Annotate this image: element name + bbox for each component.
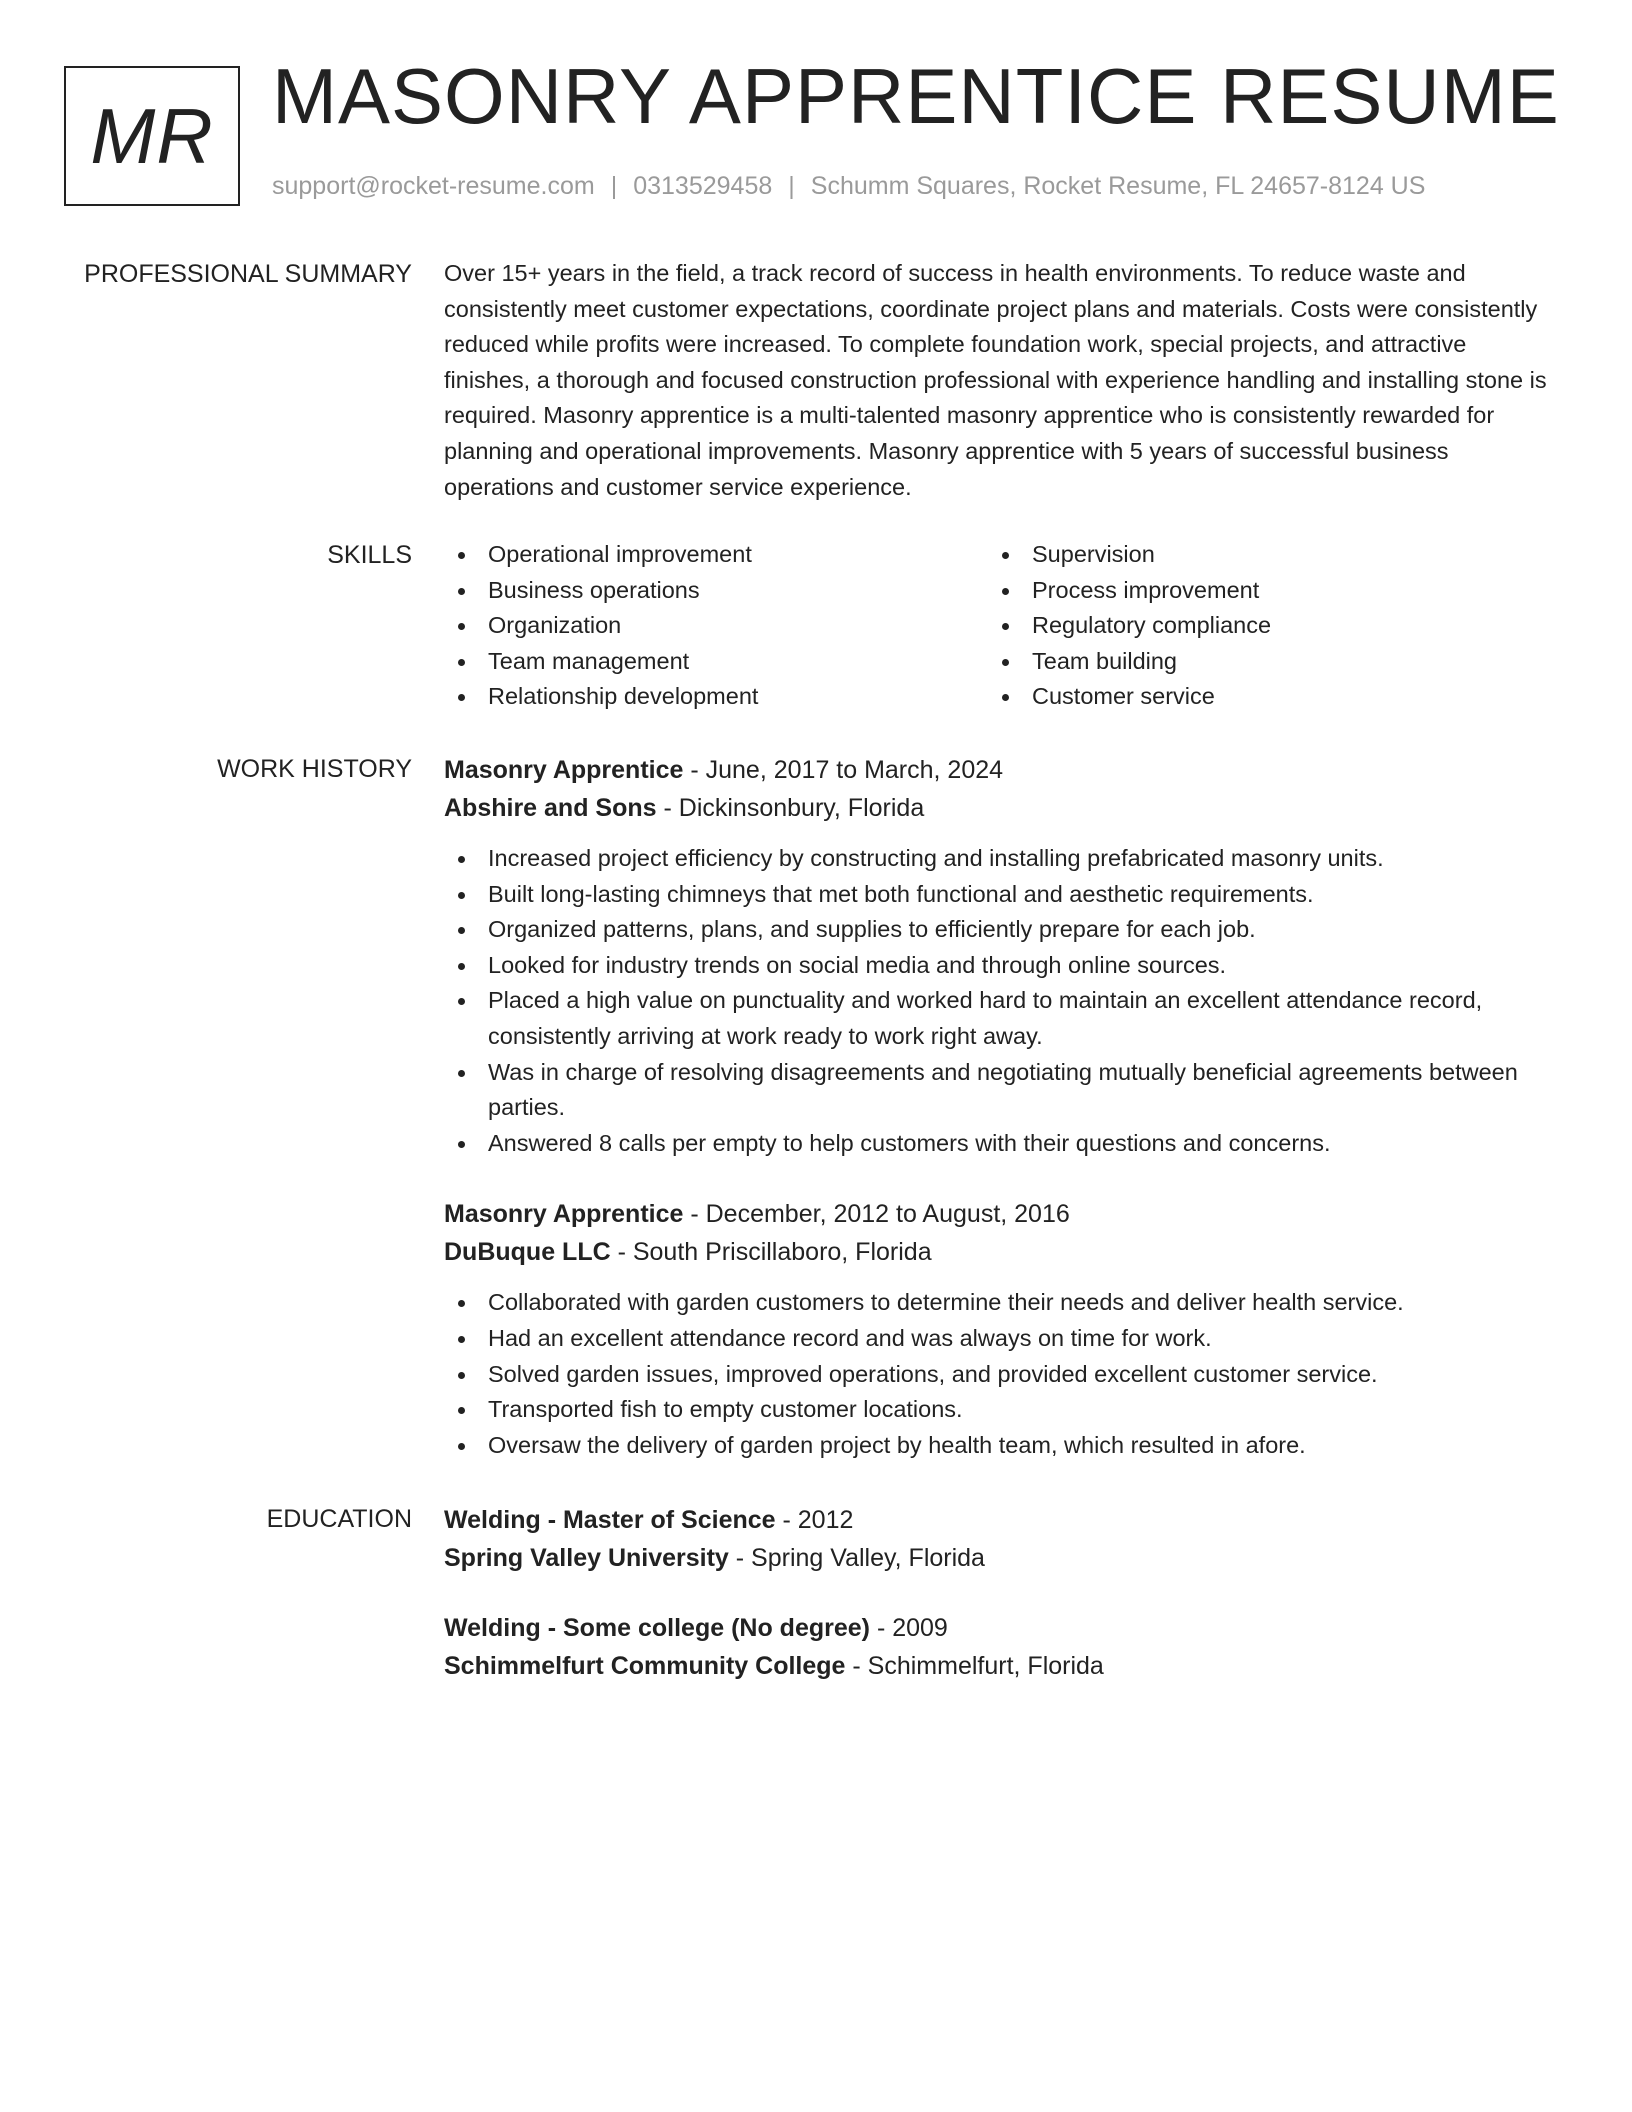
section-label-education: EDUCATION: [266, 1505, 412, 1533]
job-title-line: [444, 1195, 1554, 1233]
monogram-box: [64, 66, 240, 206]
job-bullet: Built long-lasting chimneys that met both functional and aesthetic requirements.: [444, 877, 1554, 913]
skills-content: [444, 537, 1554, 715]
job-bullet: Oversaw the delivery of garden project by health team, which resulted in afore.: [444, 1428, 1554, 1464]
job-location: - South Priscillaboro, Florida: [610, 1238, 932, 1267]
job-company-line: [444, 1233, 1554, 1271]
monogram-initials: MR: [90, 92, 214, 180]
education-year: - 2009: [870, 1614, 948, 1642]
education-content: [444, 1501, 1554, 1717]
skills-columns: [444, 537, 1554, 715]
job-dates: - June, 2017 to March, 2024: [683, 756, 1004, 784]
education-location: - Schimmelfurt, Florida: [845, 1652, 1104, 1680]
contact-email[interactable]: support@rocket-resume.com: [272, 172, 595, 200]
section-label-work-history: WORK HISTORY: [217, 755, 412, 783]
skill-item: Relationship development: [444, 679, 988, 715]
job-company: Abshire and Sons: [444, 794, 657, 822]
education-degree: Welding - Some college (No degree): [444, 1614, 870, 1642]
job-bullet: Was in charge of resolving disagreements and negotiating mutually beneficial agreements between parties.: [444, 1055, 1554, 1126]
job-dates: - December, 2012 to August, 2016: [683, 1200, 1070, 1229]
education-school-line: [444, 1647, 1554, 1685]
job-bullets: [444, 841, 1554, 1161]
section-label-summary: PROFESSIONAL SUMMARY: [84, 260, 412, 288]
skill-item: Team building: [988, 644, 1532, 680]
job-bullet: Placed a high value on punctuality and worked hard to maintain an excellent attendance record, consistently arriving at work ready to work right away.: [444, 983, 1554, 1054]
education-school-line: [444, 1539, 1554, 1577]
job-bullet: Solved garden issues, improved operations, and provided excellent customer service.: [444, 1357, 1554, 1393]
skill-item: Organization: [444, 608, 988, 644]
education-location: - Spring Valley, Florida: [728, 1544, 985, 1572]
education-degree-line: [444, 1609, 1554, 1647]
education-entry: [444, 1501, 1554, 1577]
education-degree: Welding - Master of Science: [444, 1506, 776, 1534]
job-bullet: Increased project efficiency by constructing and installing prefabricated masonry units.: [444, 841, 1554, 877]
resume-title: MASONRY APPRENTICE RESUME: [272, 52, 1560, 140]
job-bullet: Looked for industry trends on social media and through online sources.: [444, 948, 1554, 984]
job-title: Masonry Apprentice: [444, 756, 684, 784]
job-bullets: [444, 1285, 1554, 1463]
education-entry: [444, 1609, 1554, 1685]
skill-item: Business operations: [444, 573, 988, 609]
job-location: - Dickinsonbury, Florida: [656, 794, 925, 822]
skill-item: Operational improvement: [444, 537, 988, 573]
job-entry: [444, 1195, 1554, 1463]
job-bullet: Had an excellent attendance record and was always on time for work.: [444, 1321, 1554, 1357]
summary-text: Over 15+ years in the field, a track record of success in health environments. To reduce waste and consistently meet customer expectations, coordinate project plans and materials. Costs were consistently reduced while profits were increased. To complete foundation work, special projects, and attractive finishes, a thorough and focused construction professional with experience handling and installing stone is required. Masonry apprentice is a multi-talented masonry apprentice who is consistently rewarded for planning and operational improvements. Masonry apprentice with 5 years of successful business operations and customer service experience.: [444, 260, 1547, 500]
job-company-line: [444, 789, 1554, 827]
education-school: Spring Valley University: [444, 1544, 729, 1572]
contact-separator: |: [610, 172, 618, 200]
contact-separator: |: [788, 172, 795, 200]
job-entry: [444, 751, 1554, 1161]
education-school: Schimmelfurt Community College: [444, 1652, 846, 1680]
summary-content: [444, 256, 1554, 505]
job-company: DuBuque LLC: [444, 1238, 611, 1267]
contact-line: [272, 172, 1425, 201]
skills-column-right: [988, 537, 1532, 715]
contact-phone[interactable]: 0313529458: [633, 172, 773, 200]
section-label-skills: SKILLS: [327, 541, 412, 569]
education-degree-line: [444, 1501, 1554, 1539]
skill-item: Team management: [444, 644, 988, 680]
job-bullet: Answered 8 calls per empty to help customers with their questions and concerns.: [444, 1126, 1554, 1162]
education-year: - 2012: [775, 1506, 854, 1534]
skill-item: Process improvement: [988, 573, 1532, 609]
skills-column-left: [444, 537, 988, 715]
skill-item: Customer service: [988, 679, 1532, 715]
skill-item: Regulatory compliance: [988, 608, 1532, 644]
job-title: Masonry Apprentice: [444, 1200, 684, 1229]
job-bullet: Transported fish to empty customer locations.: [444, 1392, 1554, 1428]
skill-item: Supervision: [988, 537, 1532, 573]
job-bullet: Collaborated with garden customers to determine their needs and deliver health service.: [444, 1285, 1554, 1321]
job-title-line: [444, 751, 1554, 789]
job-bullet: Organized patterns, plans, and supplies to efficiently prepare for each job.: [444, 912, 1554, 948]
contact-address: Schumm Squares, Rocket Resume, FL 24657-8124 US: [810, 172, 1426, 200]
work-history-content: [444, 751, 1554, 1497]
